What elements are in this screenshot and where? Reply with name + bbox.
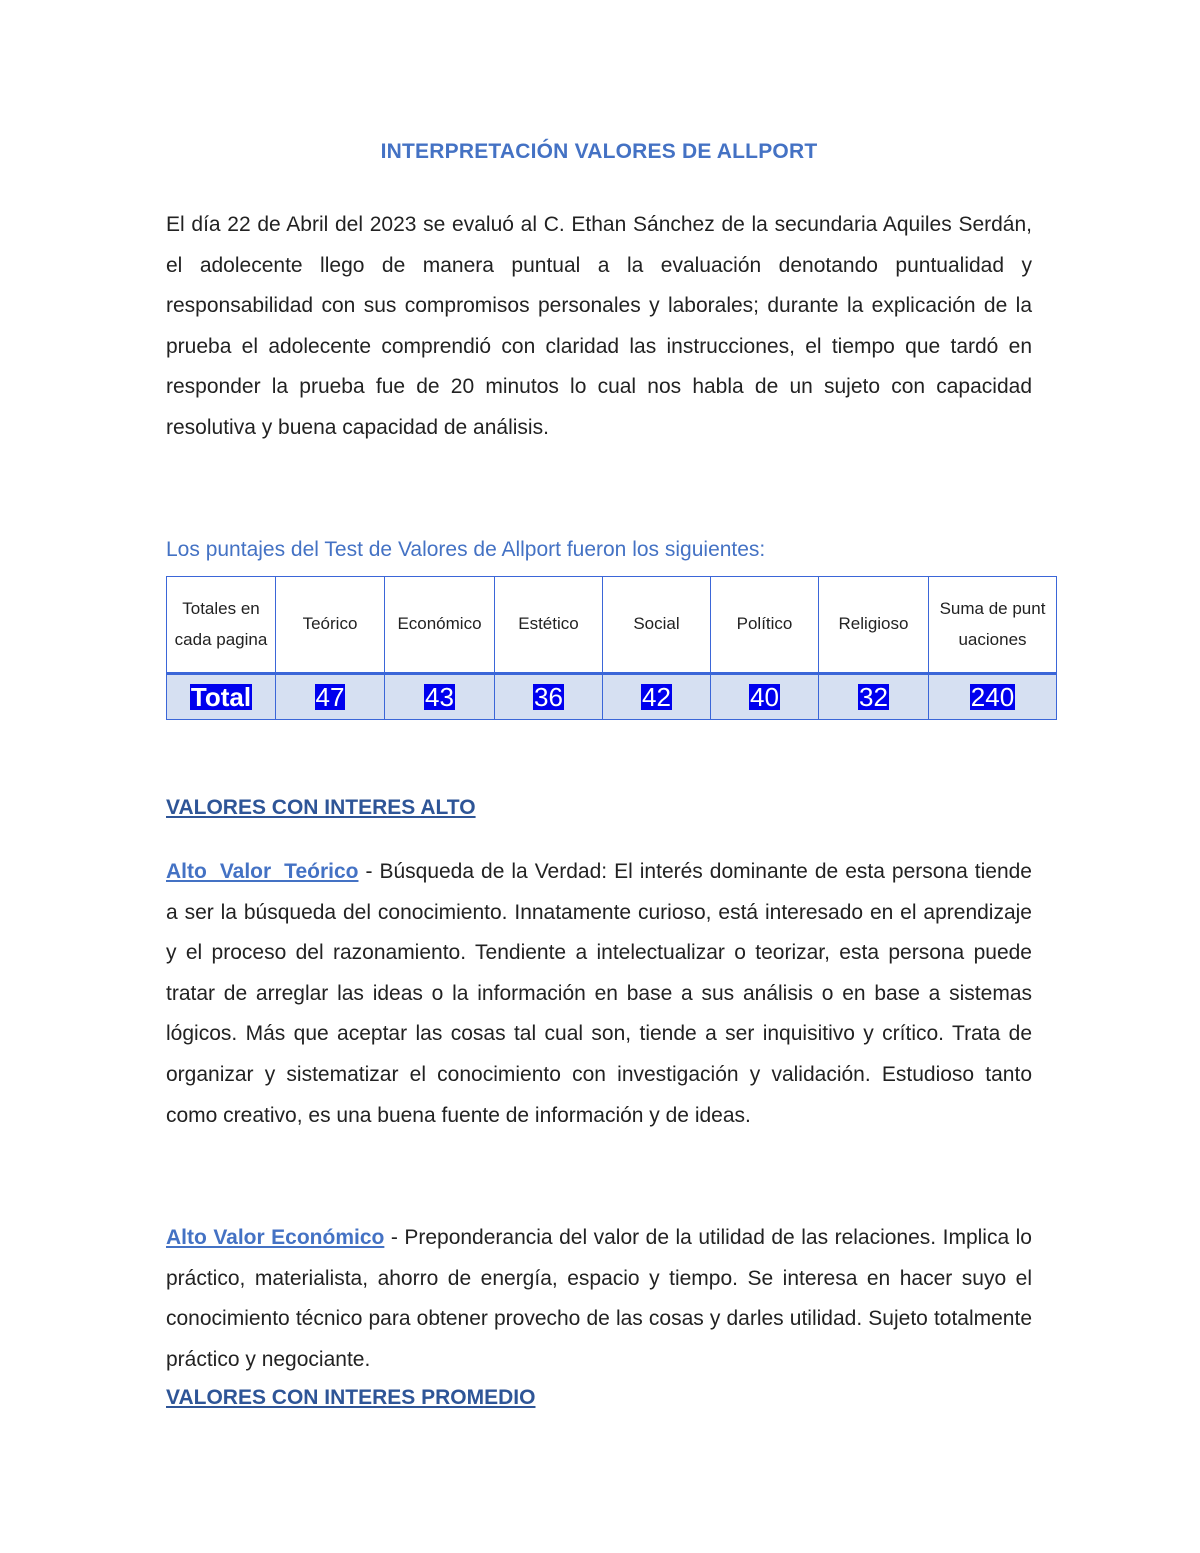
table-header-row <box>167 577 1057 674</box>
header-cell: Teórico <box>276 577 385 674</box>
score-cell <box>819 674 929 720</box>
teorico-lead: Alto Valor Teórico <box>166 860 359 883</box>
score-cell <box>711 674 819 720</box>
score-value: 47 <box>315 681 345 712</box>
table-total-row <box>167 674 1057 720</box>
score-value: 240 <box>970 681 1015 712</box>
header-cell: Suma de puntuaciones <box>929 577 1057 674</box>
header-cell: Económico <box>385 577 495 674</box>
header-cell: Social <box>603 577 711 674</box>
score-cell <box>276 674 385 720</box>
total-label: Total <box>190 681 252 712</box>
header-cell: Totales en cada pagina <box>167 577 276 674</box>
score-value: 42 <box>642 681 671 712</box>
total-label-cell <box>167 674 276 720</box>
score-value: 32 <box>859 681 888 712</box>
document-title: INTERPRETACIÓN VALORES DE ALLPORT <box>380 140 818 163</box>
score-value: 43 <box>425 681 454 712</box>
header-cell: Político <box>711 577 819 674</box>
header-cell: Estético <box>495 577 603 674</box>
section-heading-average: VALORES CON INTERES PROMEDIO <box>166 1386 536 1409</box>
economico-text: - Preponderancia del valor de la utilidad de las relaciones. Implica lo práctico, materialista, ahorro de energía, espacio y tiempo. Se interesa en hacer suyo el conocimiento técnico para obtener provecho de las cosas y darles utilidad. Sujeto totalmente práctico y negociante. <box>166 1226 1032 1371</box>
teorico-paragraph <box>166 852 1032 1136</box>
score-cell <box>385 674 495 720</box>
scores-intro: Los puntajes del Test de Valores de Allport fueron los siguientes: <box>166 538 766 561</box>
score-value: 36 <box>534 681 563 712</box>
header-cell: Religioso <box>819 577 929 674</box>
score-cell <box>603 674 711 720</box>
scores-table <box>166 576 1057 720</box>
score-value: 40 <box>750 681 779 712</box>
teorico-text: - Búsqueda de la Verdad: El interés dominante de esta persona tiende a ser la búsqueda del conocimiento. Innatamente curioso, está interesado en el aprendizaje y el proceso del razonamiento. Tendiente a intelectualizar o teorizar, esta persona puede tratar de arreglar las ideas o la información en base a sus análisis o en base a sistemas lógicos. Más que aceptar las cosas tal cual son, tiende a ser inquisitivo y crítico. Trata de organizar y sistematizar el conocimiento con investigación y validación. Estudioso tanto como creativo, es una buena fuente de información y de ideas. <box>166 860 1032 1127</box>
economico-paragraph <box>166 1218 1032 1380</box>
score-cell <box>495 674 603 720</box>
evaluation-paragraph: El día 22 de Abril del 2023 se evaluó al C. Ethan Sánchez de la secundaria Aquiles Serdán, el adolecente llego de manera puntual a la evaluación denotando puntualidad y responsabilidad con sus compromisos personales y laborales; durante la explicación de la prueba el adolecente comprendió con claridad las instrucciones, el tiempo que tardó en responder la prueba fue de 20 minutos lo cual nos habla de un sujeto con capacidad resolutiva y buena capacidad de análisis. <box>166 213 1032 439</box>
economico-lead: Alto Valor Económico <box>166 1226 385 1249</box>
score-cell <box>929 674 1057 720</box>
section-heading-high: VALORES CON INTERES ALTO <box>166 796 476 819</box>
